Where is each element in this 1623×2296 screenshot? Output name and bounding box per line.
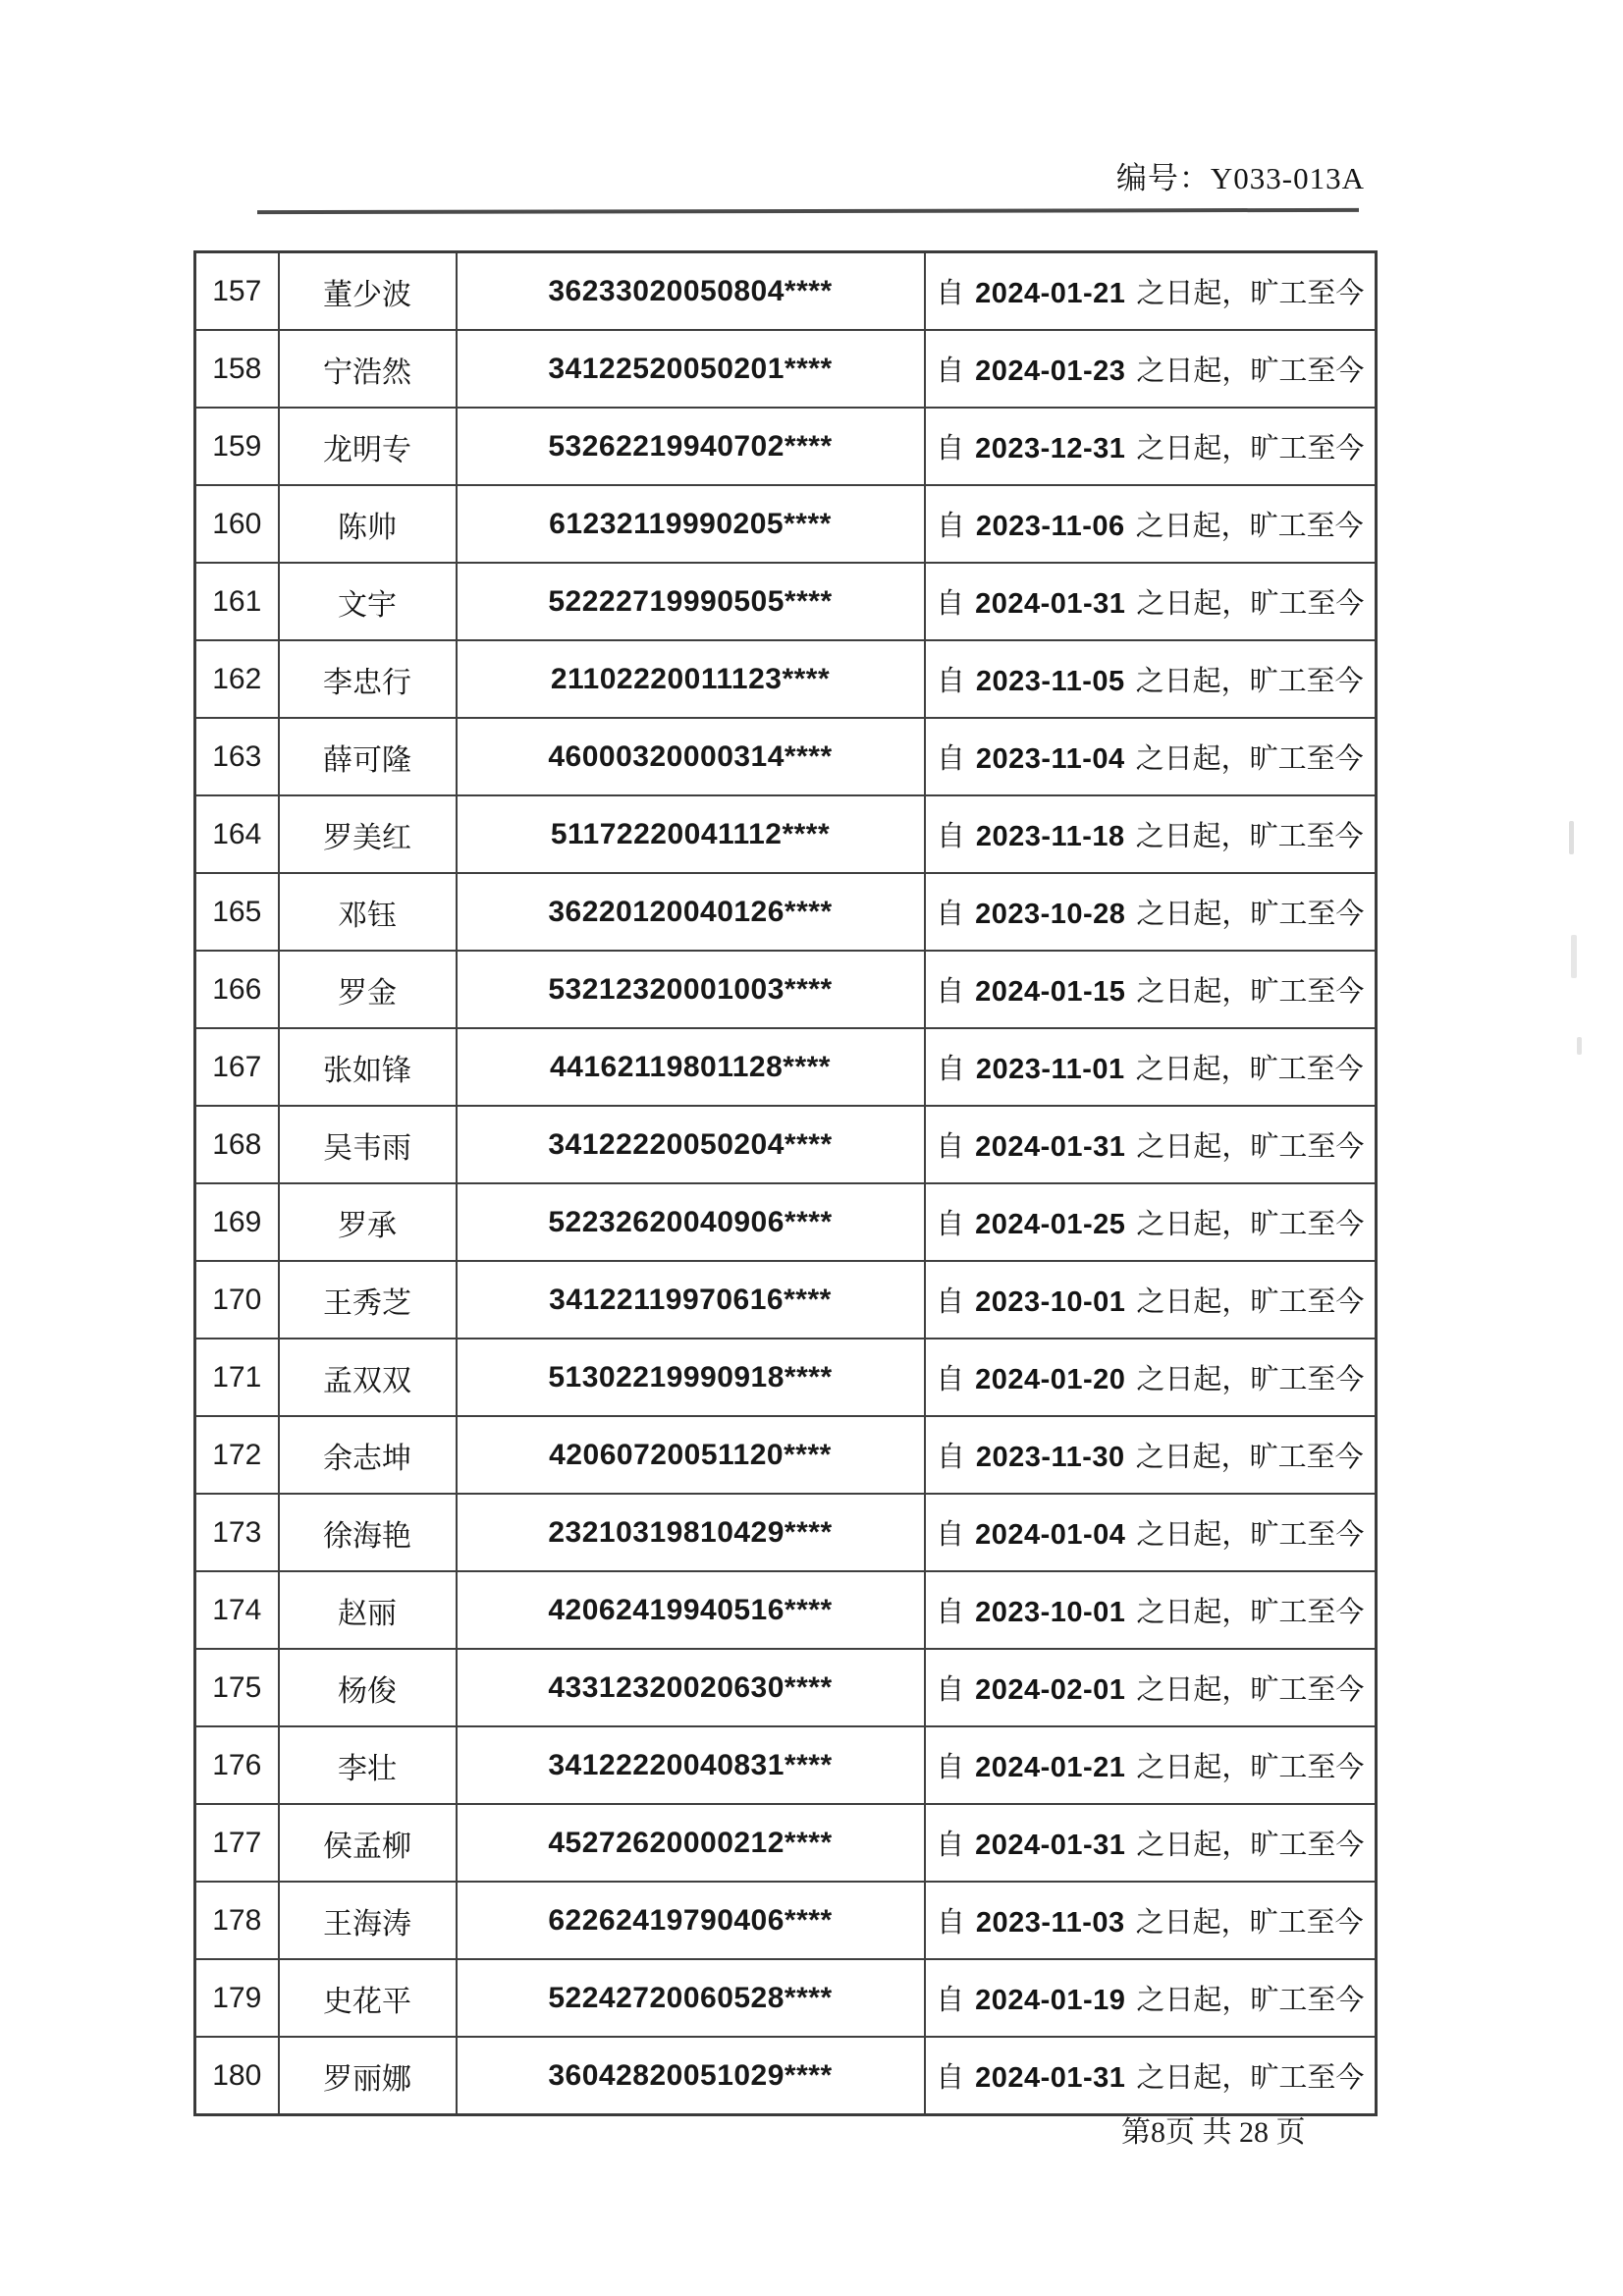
cell-person-name: 赵丽 (279, 1571, 457, 1649)
cell-serial-number: 161 (195, 563, 279, 640)
remark-suffix: 之日起，旷工至今 (1136, 588, 1365, 620)
scan-artifact (1571, 935, 1577, 978)
remark-suffix: 之日起，旷工至今 (1136, 1286, 1365, 1318)
table-row (195, 1028, 1377, 1106)
remark-suffix: 之日起，旷工至今 (1136, 1131, 1365, 1163)
remark-date: 2024-01-31 (975, 2062, 1126, 2094)
table-row (195, 951, 1377, 1028)
remark-suffix: 之日起，旷工至今 (1135, 1907, 1364, 1939)
table-row (195, 795, 1377, 873)
table-row (195, 1339, 1377, 1416)
cell-serial-number: 172 (195, 1416, 279, 1494)
remark-prefix: 自 (936, 1752, 965, 1783)
cell-absence-remark (925, 1183, 1377, 1261)
cell-person-name: 罗美红 (279, 795, 457, 873)
cell-person-name: 罗丽娜 (279, 2037, 457, 2115)
cell-person-name: 张如锋 (279, 1028, 457, 1106)
remark-prefix: 自 (936, 433, 965, 465)
cell-id-number: 44162119801128**** (457, 1028, 925, 1106)
remark-prefix: 自 (936, 278, 965, 309)
cell-id-number: 42060720051120**** (457, 1416, 925, 1494)
cell-person-name: 薛可隆 (279, 718, 457, 795)
cell-person-name: 杨俊 (279, 1649, 457, 1726)
table-row (195, 485, 1377, 563)
remark-date: 2024-01-04 (975, 1519, 1126, 1551)
remark-date: 2023-11-04 (975, 743, 1125, 775)
cell-id-number: 43312320020630**** (457, 1649, 925, 1726)
cell-serial-number: 179 (195, 1959, 279, 2037)
remark-date: 2024-01-23 (975, 355, 1126, 387)
table-row (195, 1726, 1377, 1804)
absence-table (193, 250, 1378, 2116)
cell-id-number: 52242720060528**** (457, 1959, 925, 2037)
remark-prefix: 自 (936, 1597, 965, 1628)
scan-artifact (1569, 821, 1574, 854)
remark-prefix: 自 (936, 511, 965, 542)
remark-suffix: 之日起，旷工至今 (1136, 899, 1365, 930)
cell-absence-remark (925, 1261, 1377, 1339)
cell-serial-number: 159 (195, 408, 279, 485)
remark-prefix: 自 (936, 1364, 965, 1395)
cell-person-name: 李壮 (279, 1726, 457, 1804)
remark-date: 2023-11-03 (975, 1907, 1125, 1939)
cell-id-number: 45272620000212**** (457, 1804, 925, 1882)
remark-suffix: 之日起，旷工至今 (1136, 1830, 1365, 1861)
cell-serial-number: 168 (195, 1106, 279, 1183)
remark-prefix: 自 (936, 899, 965, 930)
table-row (195, 1183, 1377, 1261)
cell-person-name: 李忠行 (279, 640, 457, 718)
cell-id-number: 42062419940516**** (457, 1571, 925, 1649)
cell-absence-remark (925, 1494, 1377, 1571)
remark-prefix: 自 (936, 588, 965, 620)
cell-serial-number: 163 (195, 718, 279, 795)
cell-id-number: 36220120040126**** (457, 873, 925, 951)
cell-person-name: 邓钰 (279, 873, 457, 951)
cell-person-name: 徐海艳 (279, 1494, 457, 1571)
cell-id-number: 34122220040831**** (457, 1726, 925, 1804)
remark-prefix: 自 (936, 2062, 965, 2094)
table-row (195, 873, 1377, 951)
cell-id-number: 53212320001003**** (457, 951, 925, 1028)
cell-absence-remark (925, 1106, 1377, 1183)
cell-absence-remark (925, 718, 1377, 795)
remark-suffix: 之日起，旷工至今 (1135, 821, 1364, 852)
cell-id-number: 34122119970616**** (457, 1261, 925, 1339)
table-row (195, 1106, 1377, 1183)
cell-absence-remark (925, 1028, 1377, 1106)
cell-person-name: 王秀芝 (279, 1261, 457, 1339)
remark-date: 2023-10-28 (975, 899, 1126, 930)
cell-id-number: 36233020050804**** (457, 252, 925, 331)
cell-person-name: 罗金 (279, 951, 457, 1028)
remark-suffix: 之日起，旷工至今 (1136, 2062, 1365, 2094)
cell-serial-number: 175 (195, 1649, 279, 1726)
remark-prefix: 自 (936, 1131, 965, 1163)
cell-absence-remark (925, 1649, 1377, 1726)
remark-prefix: 自 (936, 1209, 965, 1240)
remark-date: 2024-02-01 (975, 1674, 1126, 1706)
remark-suffix: 之日起，旷工至今 (1136, 1674, 1365, 1706)
remark-prefix: 自 (936, 1907, 965, 1939)
remark-suffix: 之日起，旷工至今 (1136, 976, 1365, 1008)
cell-person-name: 罗承 (279, 1183, 457, 1261)
cell-absence-remark (925, 1339, 1377, 1416)
cell-absence-remark (925, 640, 1377, 718)
remark-suffix: 之日起，旷工至今 (1136, 1752, 1365, 1783)
cell-person-name: 陈帅 (279, 485, 457, 563)
cell-serial-number: 173 (195, 1494, 279, 1571)
cell-absence-remark (925, 485, 1377, 563)
table-row (195, 252, 1377, 331)
cell-serial-number: 162 (195, 640, 279, 718)
table-row (195, 640, 1377, 718)
remark-date: 2023-11-01 (975, 1054, 1125, 1085)
page-footer: 第8页 共 28 页 (1121, 2116, 1306, 2149)
cell-id-number: 34122220050204**** (457, 1106, 925, 1183)
table-row (195, 1494, 1377, 1571)
cell-id-number: 52222719990505**** (457, 563, 925, 640)
remark-prefix: 自 (936, 1519, 965, 1551)
cell-person-name: 文宇 (279, 563, 457, 640)
remark-date: 2024-01-21 (975, 1752, 1126, 1783)
remark-date: 2023-10-01 (975, 1286, 1126, 1318)
cell-person-name: 吴韦雨 (279, 1106, 457, 1183)
cell-person-name: 侯孟柳 (279, 1804, 457, 1882)
cell-absence-remark (925, 873, 1377, 951)
cell-person-name: 龙明专 (279, 408, 457, 485)
remark-suffix: 之日起，旷工至今 (1136, 355, 1365, 387)
remark-suffix: 之日起，旷工至今 (1136, 1519, 1365, 1551)
remark-prefix: 自 (936, 743, 965, 775)
cell-absence-remark (925, 1726, 1377, 1804)
remark-suffix: 之日起，旷工至今 (1135, 743, 1364, 775)
cell-absence-remark (925, 330, 1377, 408)
remark-date: 2024-01-25 (975, 1209, 1126, 1240)
cell-absence-remark (925, 252, 1377, 331)
doc-number: 编号：Y033-013A (1115, 161, 1365, 195)
cell-serial-number: 165 (195, 873, 279, 951)
cell-person-name: 史花平 (279, 1959, 457, 2037)
remark-suffix: 之日起，旷工至今 (1136, 433, 1365, 465)
header-rule (257, 208, 1359, 214)
cell-id-number: 46000320000314**** (457, 718, 925, 795)
cell-id-number: 51172220041112**** (457, 795, 925, 873)
cell-absence-remark (925, 563, 1377, 640)
cell-person-name: 孟双双 (279, 1339, 457, 1416)
table-row (195, 563, 1377, 640)
cell-serial-number: 171 (195, 1339, 279, 1416)
cell-id-number: 53262219940702**** (457, 408, 925, 485)
remark-date: 2024-01-19 (975, 1985, 1126, 2016)
table-row (195, 1571, 1377, 1649)
cell-serial-number: 160 (195, 485, 279, 563)
absence-table-wrapper (193, 250, 1375, 2096)
remark-date: 2023-11-30 (975, 1442, 1125, 1473)
cell-serial-number: 170 (195, 1261, 279, 1339)
remark-suffix: 之日起，旷工至今 (1136, 1597, 1365, 1628)
cell-serial-number: 169 (195, 1183, 279, 1261)
cell-id-number: 21102220011123**** (457, 640, 925, 718)
remark-date: 2024-01-15 (975, 976, 1126, 1008)
table-row (195, 408, 1377, 485)
table-row (195, 1804, 1377, 1882)
remark-suffix: 之日起，旷工至今 (1136, 1985, 1365, 2016)
remark-prefix: 自 (936, 355, 965, 387)
cell-id-number: 34122520050201**** (457, 330, 925, 408)
cell-person-name: 王海涛 (279, 1882, 457, 1959)
cell-absence-remark (925, 2037, 1377, 2115)
cell-absence-remark (925, 1804, 1377, 1882)
table-row (195, 330, 1377, 408)
cell-serial-number: 174 (195, 1571, 279, 1649)
cell-absence-remark (925, 1571, 1377, 1649)
cell-absence-remark (925, 1959, 1377, 2037)
cell-absence-remark (925, 408, 1377, 485)
remark-date: 2024-01-31 (975, 1830, 1126, 1861)
cell-absence-remark (925, 795, 1377, 873)
table-row (195, 1959, 1377, 2037)
cell-serial-number: 177 (195, 1804, 279, 1882)
table-row (195, 1261, 1377, 1339)
remark-date: 2023-11-05 (975, 666, 1125, 697)
remark-date: 2024-01-21 (975, 278, 1126, 309)
remark-prefix: 自 (936, 1054, 965, 1085)
cell-id-number: 23210319810429**** (457, 1494, 925, 1571)
remark-prefix: 自 (936, 1286, 965, 1318)
cell-absence-remark (925, 1416, 1377, 1494)
cell-id-number: 36042820051029**** (457, 2037, 925, 2115)
cell-id-number: 61232119990205**** (457, 485, 925, 563)
table-row (195, 1882, 1377, 1959)
remark-suffix: 之日起，旷工至今 (1135, 1442, 1364, 1473)
remark-prefix: 自 (936, 821, 965, 852)
table-row (195, 1649, 1377, 1726)
remark-suffix: 之日起，旷工至今 (1135, 511, 1364, 542)
cell-serial-number: 158 (195, 330, 279, 408)
remark-suffix: 之日起，旷工至今 (1135, 1054, 1364, 1085)
remark-date: 2024-01-31 (975, 588, 1126, 620)
cell-serial-number: 167 (195, 1028, 279, 1106)
cell-serial-number: 164 (195, 795, 279, 873)
cell-id-number: 62262419790406**** (457, 1882, 925, 1959)
remark-date: 2024-01-20 (975, 1364, 1126, 1395)
cell-person-name: 余志坤 (279, 1416, 457, 1494)
table-row (195, 1416, 1377, 1494)
remark-suffix: 之日起，旷工至今 (1136, 1209, 1365, 1240)
remark-suffix: 之日起，旷工至今 (1136, 278, 1365, 309)
remark-suffix: 之日起，旷工至今 (1136, 1364, 1365, 1395)
remark-date: 2023-10-01 (975, 1597, 1126, 1628)
table-row (195, 718, 1377, 795)
cell-serial-number: 157 (195, 252, 279, 331)
cell-id-number: 51302219990918**** (457, 1339, 925, 1416)
remark-suffix: 之日起，旷工至今 (1135, 666, 1364, 697)
cell-serial-number: 166 (195, 951, 279, 1028)
remark-date: 2024-01-31 (975, 1131, 1126, 1163)
remark-prefix: 自 (936, 1674, 965, 1706)
cell-absence-remark (925, 951, 1377, 1028)
table-row (195, 2037, 1377, 2115)
cell-absence-remark (925, 1882, 1377, 1959)
remark-date: 2023-11-18 (975, 821, 1125, 852)
remark-date: 2023-11-06 (975, 511, 1125, 542)
cell-serial-number: 180 (195, 2037, 279, 2115)
scan-artifact (1577, 1037, 1582, 1055)
cell-serial-number: 176 (195, 1726, 279, 1804)
remark-prefix: 自 (936, 1442, 965, 1473)
remark-prefix: 自 (936, 666, 965, 697)
remark-prefix: 自 (936, 976, 965, 1008)
remark-prefix: 自 (936, 1985, 965, 2016)
remark-date: 2023-12-31 (975, 433, 1126, 465)
cell-person-name: 宁浩然 (279, 330, 457, 408)
cell-serial-number: 178 (195, 1882, 279, 1959)
cell-id-number: 52232620040906**** (457, 1183, 925, 1261)
cell-person-name: 董少波 (279, 252, 457, 331)
remark-prefix: 自 (936, 1830, 965, 1861)
